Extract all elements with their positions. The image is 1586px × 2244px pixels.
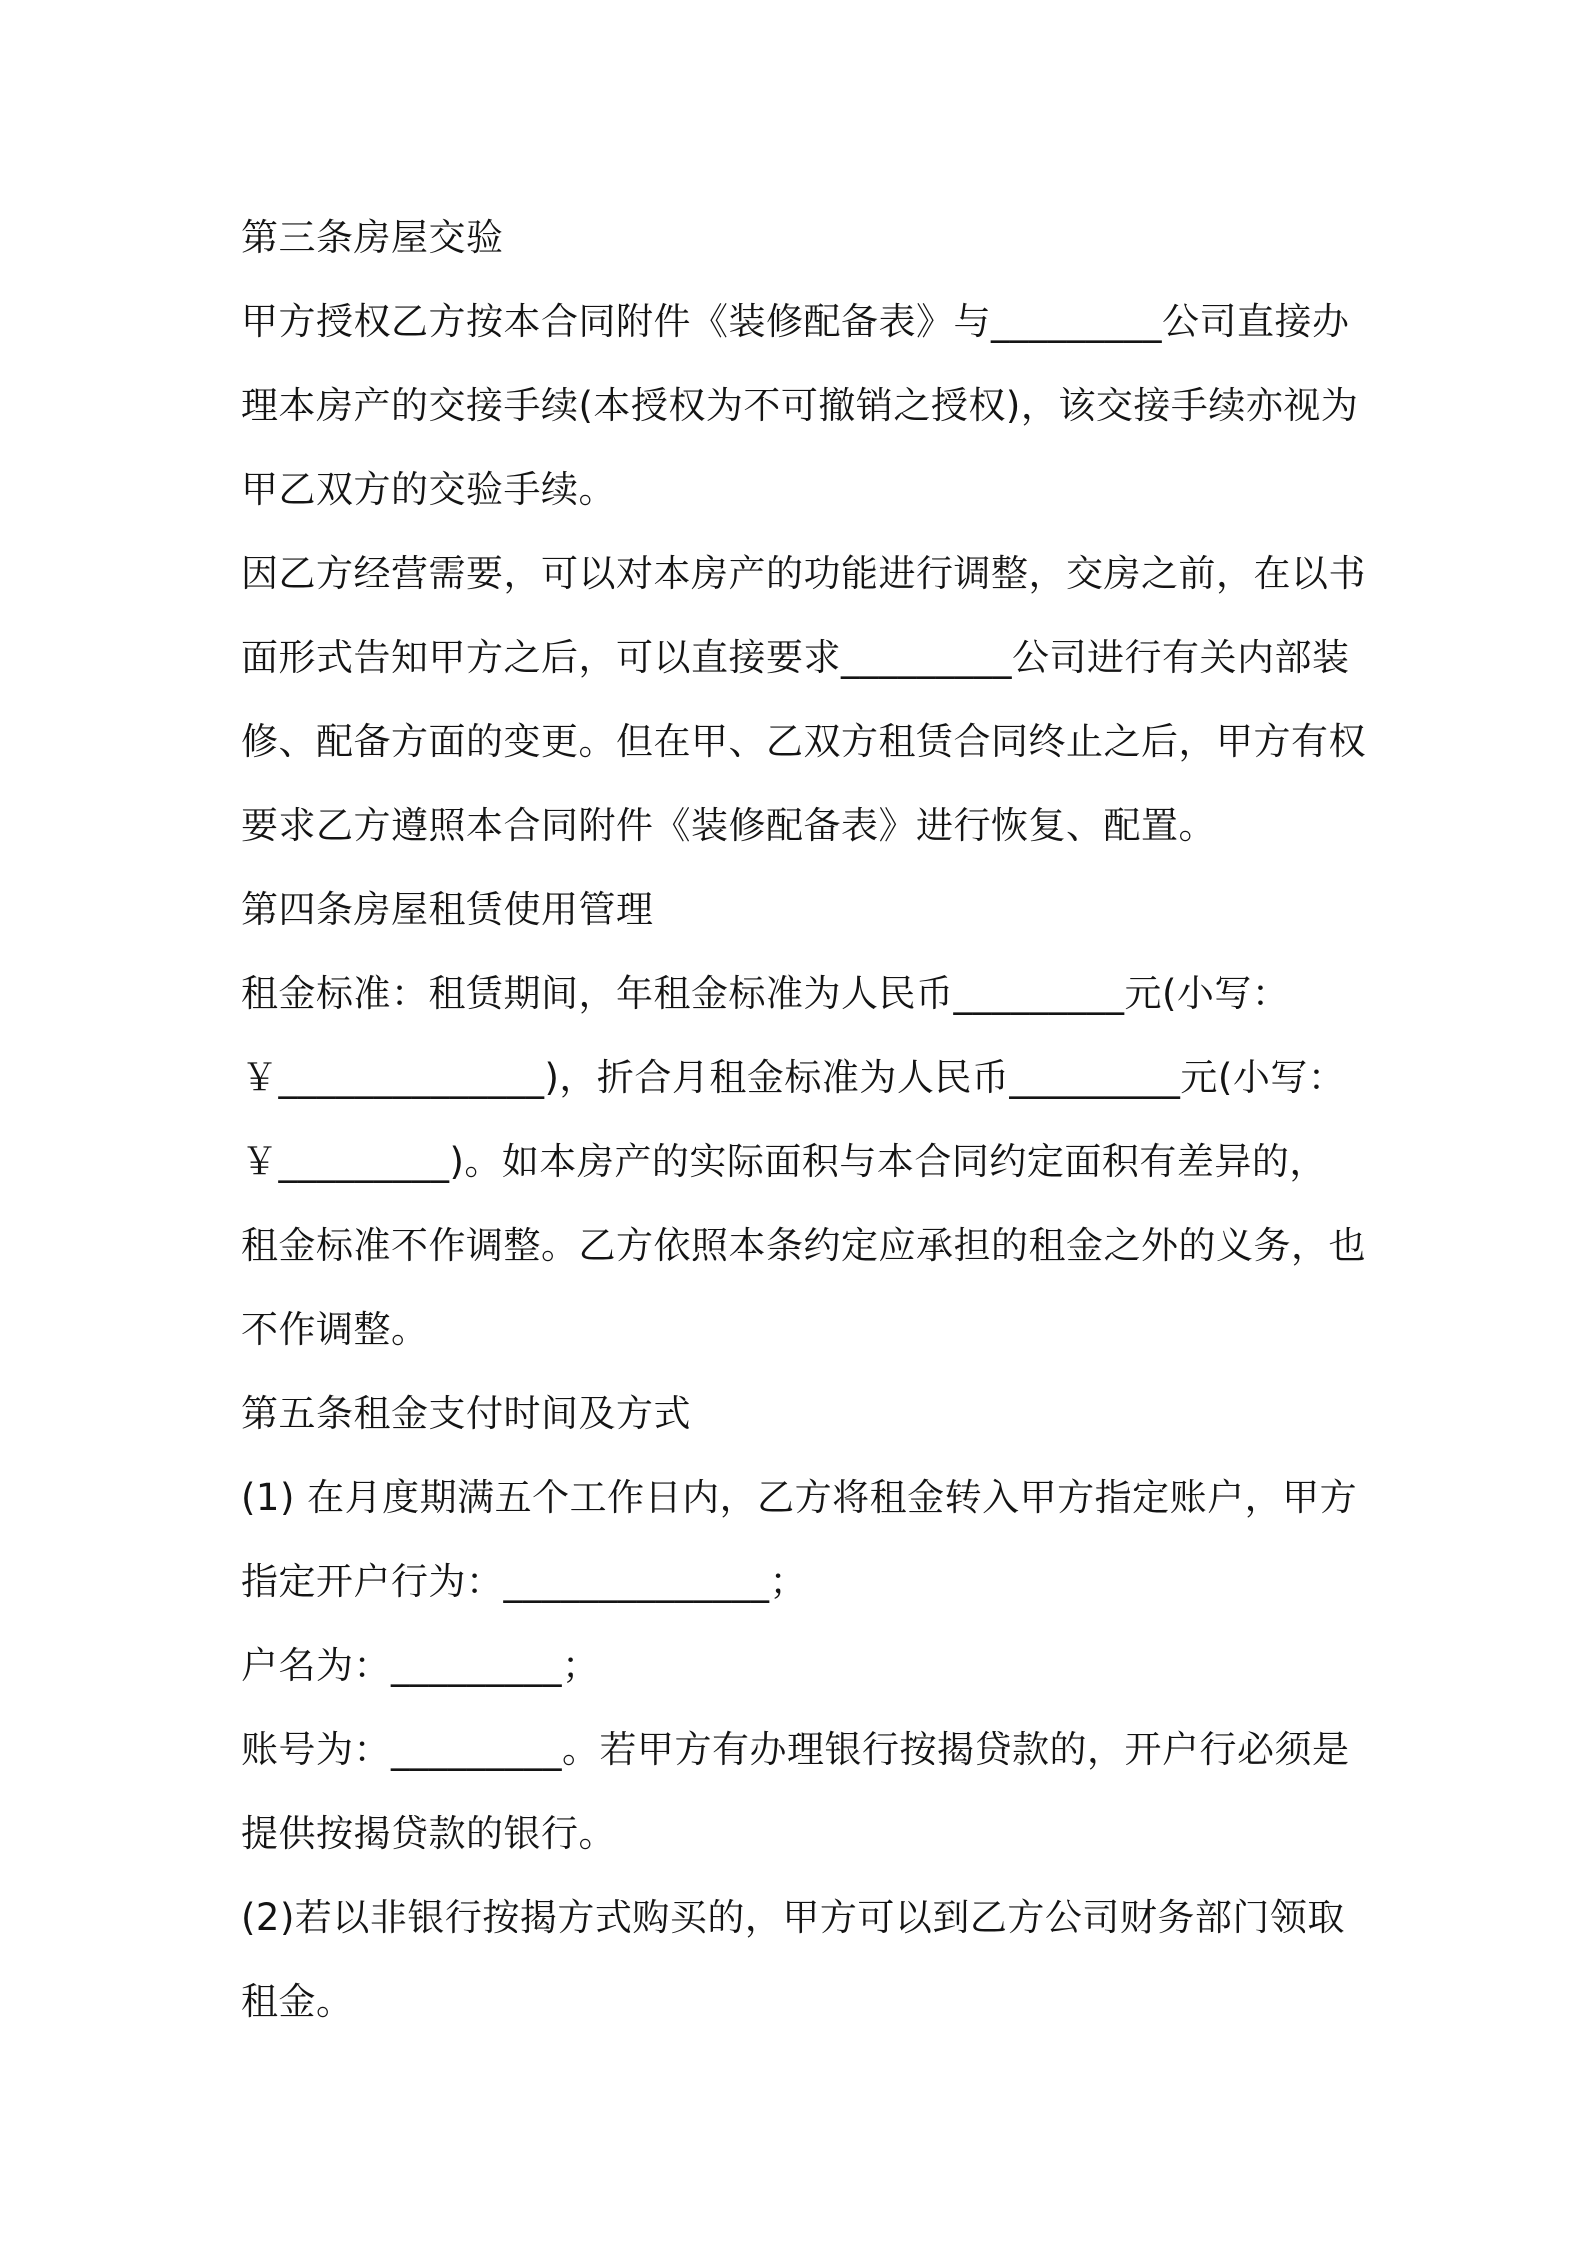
section-heading-4: 第四条房屋租赁使用管理 xyxy=(241,888,654,931)
paragraph-line: 户名为：_________； xyxy=(241,1644,600,1687)
paragraph-line: 甲乙双方的交验手续。 xyxy=(241,468,616,511)
document-body xyxy=(241,196,1366,2044)
paragraph-line: 因乙方经营需要，可以对本房产的功能进行调整，交房之前，在以书 xyxy=(241,552,1366,595)
paragraph-line: 要求乙方遵照本合同附件《装修配备表》进行恢复、配置。 xyxy=(241,804,1216,847)
paragraph-line: ￥______________)，折合月租金标准为人民币_________元(小写： xyxy=(241,1056,1346,1099)
paragraph-line: 甲方授权乙方按本合同附件《装修配备表》与_________公司直接办 xyxy=(241,300,1350,343)
paragraph-line: (2)若以非银行按揭方式购买的，甲方可以到乙方公司财务部门领取 xyxy=(241,1896,1345,1939)
section-heading-3: 第三条房屋交验 xyxy=(241,216,504,259)
paragraph-line: 不作调整。 xyxy=(241,1308,429,1351)
paragraph-line: ￥_________)。如本房产的实际面积与本合同约定面积有差异的， xyxy=(241,1140,1327,1183)
paragraph-line: 账号为：_________。若甲方有办理银行按揭贷款的，开户行必须是 xyxy=(241,1728,1350,1771)
paragraph-line: 理本房产的交接手续(本授权为不可撤销之授权)，该交接手续亦视为 xyxy=(241,384,1359,427)
section-heading-5: 第五条租金支付时间及方式 xyxy=(241,1392,691,1435)
paragraph-line: 面形式告知甲方之后，可以直接要求_________公司进行有关内部装 xyxy=(241,636,1350,679)
paragraph-line: 提供按揭贷款的银行。 xyxy=(241,1812,616,1855)
paragraph-line: 租金标准：租赁期间，年租金标准为人民币_________元(小写： xyxy=(241,972,1290,1015)
paragraph-line: 租金标准不作调整。乙方依照本条约定应承担的租金之外的义务，也 xyxy=(241,1224,1366,1267)
paragraph-line: (1) 在月度期满五个工作日内，乙方将租金转入甲方指定账户，甲方 xyxy=(241,1476,1358,1519)
paragraph-line: 指定开户行为：______________； xyxy=(241,1560,807,1603)
paragraph-line: 修、配备方面的变更。但在甲、乙双方租赁合同终止之后，甲方有权 xyxy=(241,720,1366,763)
paragraph-line: 租金。 xyxy=(241,1980,354,2023)
